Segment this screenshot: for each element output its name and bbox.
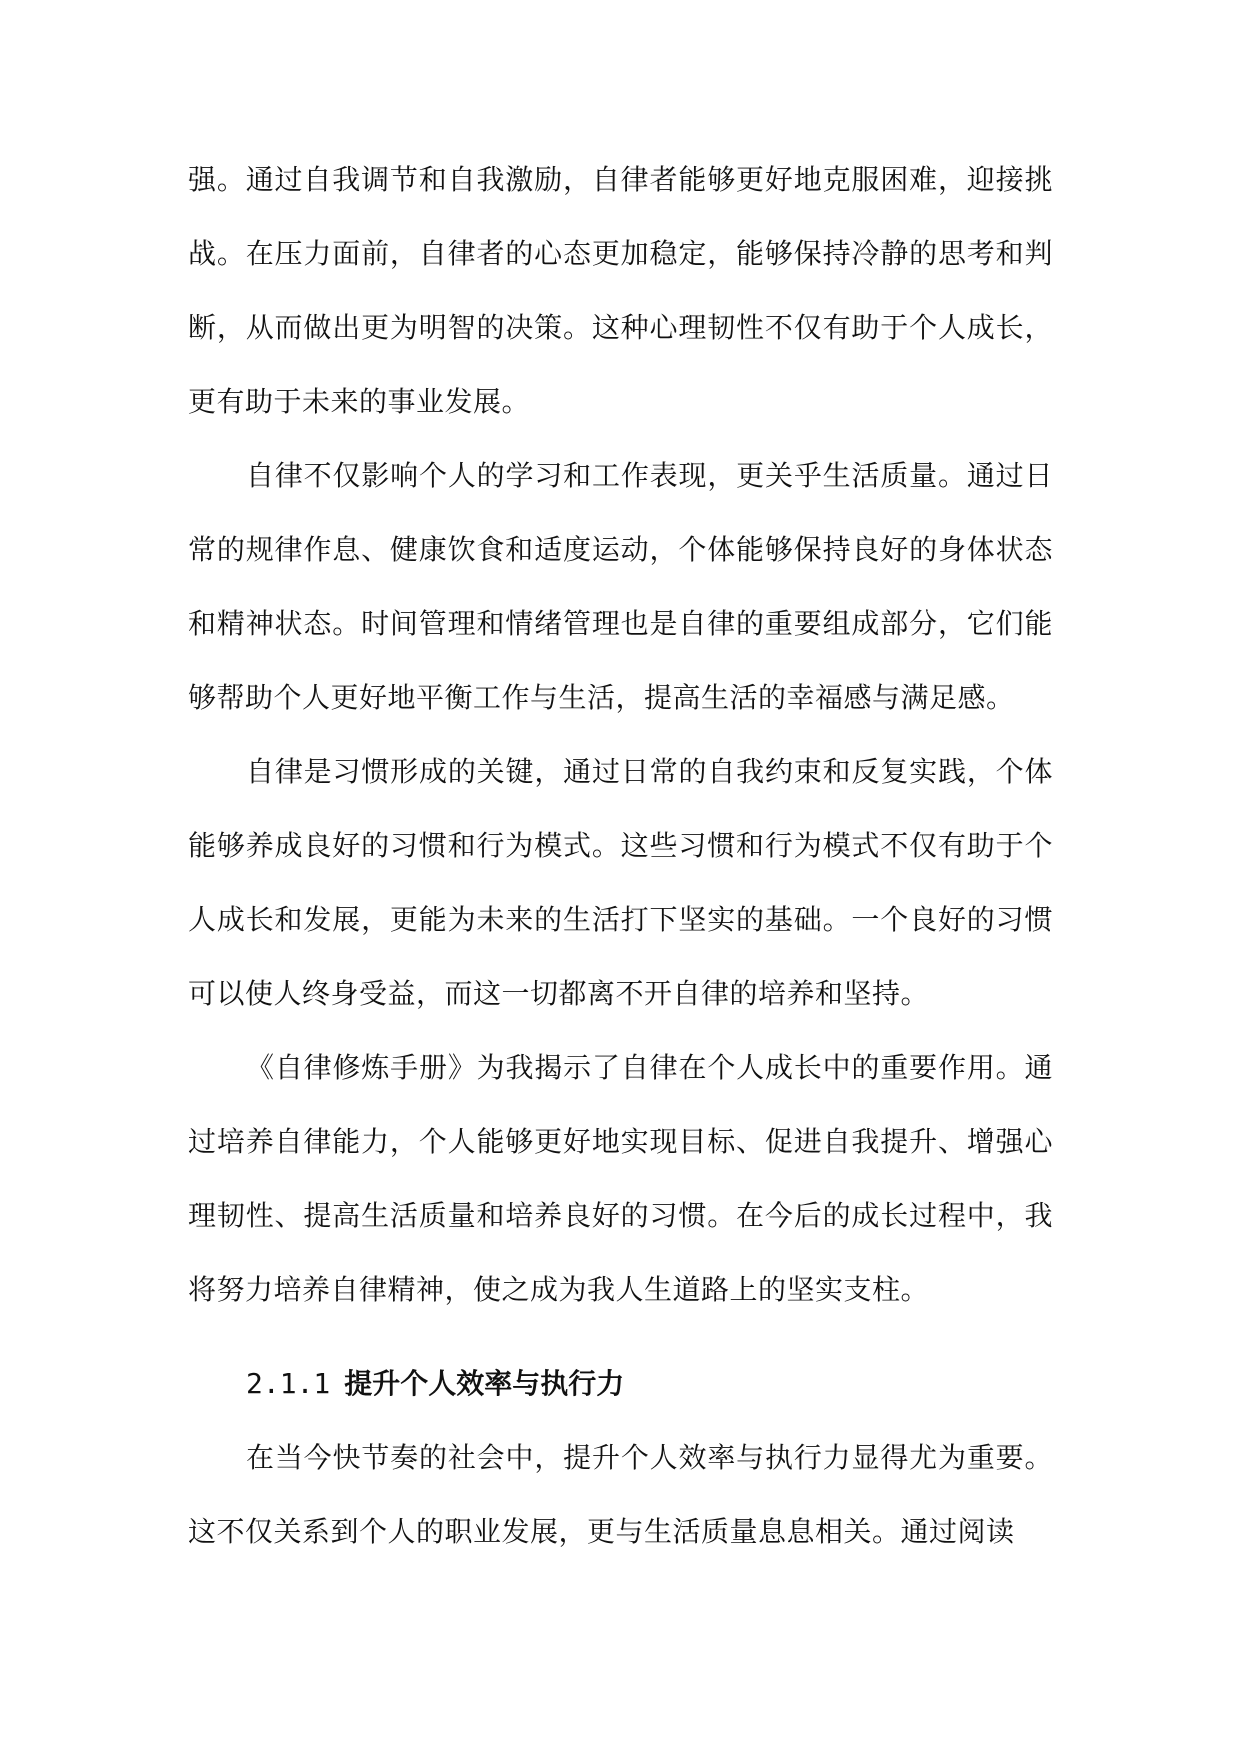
section-number: 2.1.1 [246, 1367, 331, 1400]
paragraph-conclusion: 《自律修炼手册》为我揭示了自律在个人成长中的重要作用。通过培养自律能力，个人能够更好地实现目标、促进自我提升、增强心理韧性、提高生活质量和培养良好的习惯。在今后的成长过程中，我将努力培养自律精神，使之成为我人生道路上的坚实支柱。 [188, 1051, 1053, 1306]
paragraph-habit-formation: 自律是习惯形成的关键，通过日常的自我约束和反复实践，个体能够养成良好的习惯和行为模式。这些习惯和行为模式不仅有助于个人成长和发展，更能为未来的生活打下坚实的基础。一个良好的习惯可以使人终身受益，而这一切都离不开自律的培养和坚持。 [188, 755, 1053, 1010]
paragraph-life-quality: 自律不仅影响个人的学习和工作表现，更关乎生活质量。通过日常的规律作息、健康饮食和适度运动，个体能够保持良好的身体状态和精神状态。时间管理和情绪管理也是自律的重要组成部分，它们能够帮助个人更好地平衡工作与生活，提高生活的幸福感与满足感。 [188, 459, 1053, 714]
document-body [188, 143, 1053, 1569]
section-title: 提升个人效率与执行力 [344, 1367, 625, 1400]
section-spacer [188, 1327, 1053, 1347]
paragraph-section-intro: 在当今快节奏的社会中，提升个人效率与执行力显得尤为重要。这不仅关系到个人的职业发展，更与生活质量息息相关。通过阅读 [188, 1441, 1053, 1548]
section-heading [188, 1347, 1053, 1421]
paragraph-continued: 强。通过自我调节和自我激励，自律者能够更好地克服困难，迎接挑战。在压力面前，自律者的心态更加稳定，能够保持冷静的思考和判断，从而做出更为明智的决策。这种心理韧性不仅有助于个人成长，更有助于未来的事业发展。 [188, 163, 1053, 418]
